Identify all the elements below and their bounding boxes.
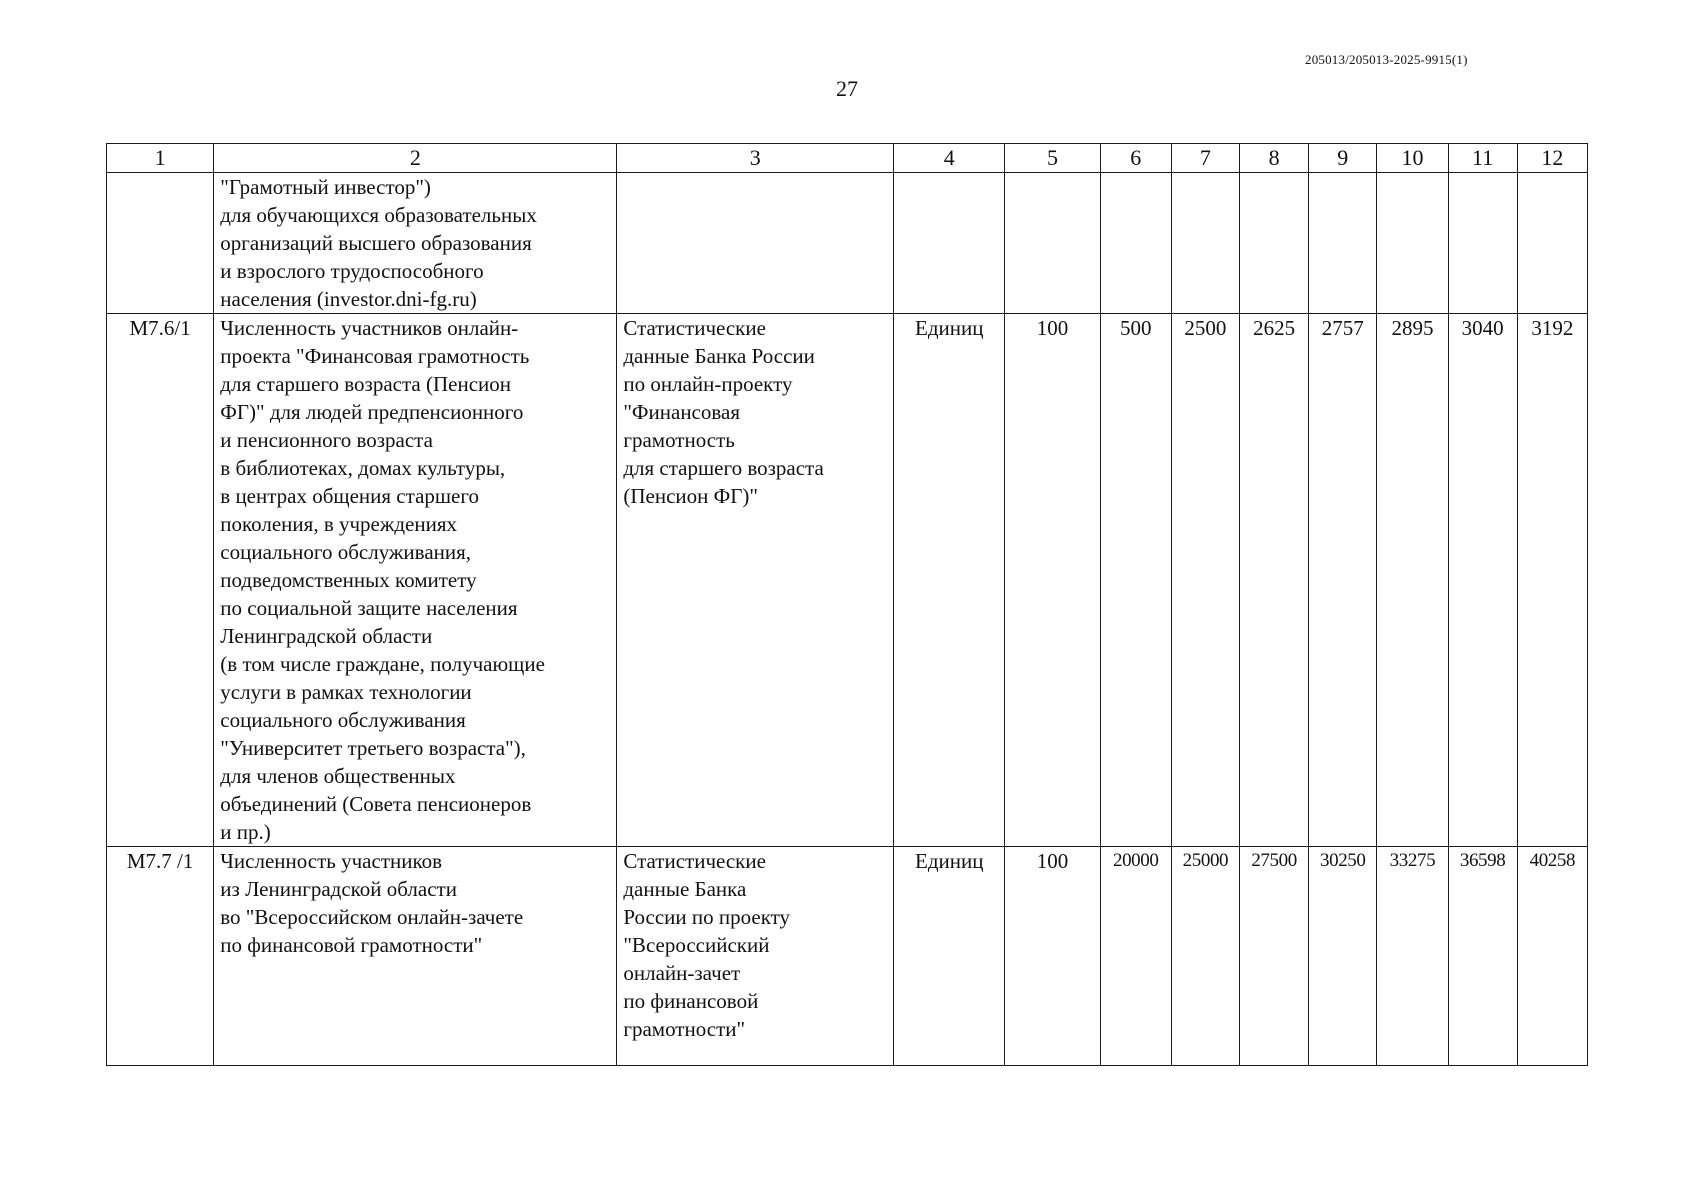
text-line: Статистические bbox=[623, 849, 766, 873]
column-header: 4 bbox=[894, 144, 1005, 173]
data-source bbox=[617, 314, 894, 847]
value-cell: 3040 bbox=[1448, 314, 1517, 847]
column-header: 2 bbox=[214, 144, 617, 173]
text-line: "Всероссийский bbox=[623, 933, 770, 957]
text-line: данные Банка bbox=[623, 877, 747, 901]
text-line: данные Банка России bbox=[623, 344, 815, 368]
column-header: 3 bbox=[617, 144, 894, 173]
text-line: Статистические bbox=[623, 316, 766, 340]
indicator-table bbox=[106, 143, 1588, 1066]
value-cell bbox=[1448, 173, 1517, 314]
table-row bbox=[107, 314, 1588, 847]
page-number: 27 bbox=[836, 76, 858, 101]
indicator-code bbox=[107, 173, 214, 314]
text-line: поколения, в учреждениях bbox=[220, 512, 458, 536]
text-line: организаций высшего образования bbox=[220, 231, 532, 255]
unit: Единиц bbox=[894, 314, 1005, 847]
value-cell bbox=[1240, 173, 1309, 314]
value-cell bbox=[1100, 173, 1171, 314]
text-line: грамотности" bbox=[623, 1017, 746, 1041]
text-line: грамотность bbox=[623, 428, 735, 452]
indicator-description bbox=[214, 173, 617, 314]
value-cell: 2500 bbox=[1171, 314, 1239, 847]
text-line: по социальной защите населения bbox=[220, 596, 518, 620]
value-cell: 25000 bbox=[1171, 847, 1239, 1066]
value-cell bbox=[1309, 173, 1377, 314]
value-cell: 100 bbox=[1005, 314, 1100, 847]
indicator-description bbox=[214, 314, 617, 847]
value-cell bbox=[1517, 173, 1587, 314]
column-header: 11 bbox=[1448, 144, 1517, 173]
value-cell: 33275 bbox=[1377, 847, 1448, 1066]
column-header: 5 bbox=[1005, 144, 1100, 173]
data-source bbox=[617, 847, 894, 1066]
value-cell: 30250 bbox=[1309, 847, 1377, 1066]
text-line: (в том числе граждане, получающие bbox=[220, 652, 545, 676]
text-line: для старшего возраста (Пенсион bbox=[220, 372, 511, 396]
value-cell: 2895 bbox=[1377, 314, 1448, 847]
text-line: России по проекту bbox=[623, 905, 791, 929]
text-line: во "Всероссийском онлайн-зачете bbox=[220, 905, 524, 929]
value-cell: 27500 bbox=[1240, 847, 1309, 1066]
text-line: "Грамотный инвестор") bbox=[220, 175, 431, 199]
unit bbox=[894, 173, 1005, 314]
value-cell: 2625 bbox=[1240, 314, 1309, 847]
text-line: (Пенсион ФГ)" bbox=[623, 484, 758, 508]
unit: Единиц bbox=[894, 847, 1005, 1066]
table-row bbox=[107, 173, 1588, 314]
indicator-description bbox=[214, 847, 617, 1066]
text-line: "Финансовая bbox=[623, 400, 740, 424]
column-header: 8 bbox=[1240, 144, 1309, 173]
value-cell: 500 bbox=[1100, 314, 1171, 847]
column-header: 9 bbox=[1309, 144, 1377, 173]
text-line: Численность участников онлайн- bbox=[220, 316, 519, 340]
document-id: 205013/205013-2025-9915(1) bbox=[1305, 52, 1468, 67]
text-line: и пр.) bbox=[220, 820, 271, 844]
text-line: социального обслуживания bbox=[220, 708, 466, 732]
value-cell: 36598 bbox=[1448, 847, 1517, 1066]
column-header: 12 bbox=[1517, 144, 1587, 173]
value-cell: 40258 bbox=[1517, 847, 1587, 1066]
value-cell: 3192 bbox=[1517, 314, 1587, 847]
text-line: для обучающихся образовательных bbox=[220, 203, 537, 227]
text-line: для членов общественных bbox=[220, 764, 456, 788]
column-header: 6 bbox=[1100, 144, 1171, 173]
text-line: Численность участников bbox=[220, 849, 443, 873]
text-line: из Ленинградской области bbox=[220, 877, 457, 901]
text-line: и взрослого трудоспособного bbox=[220, 259, 484, 283]
text-line: проекта "Финансовая грамотность bbox=[220, 344, 530, 368]
text-line: "Университет третьего возраста"), bbox=[220, 736, 526, 760]
value-cell bbox=[1005, 173, 1100, 314]
indicator-code: М7.6/1 bbox=[107, 314, 214, 847]
text-line: по финансовой bbox=[623, 989, 759, 1013]
value-cell: 20000 bbox=[1100, 847, 1171, 1066]
text-line: по финансовой грамотности" bbox=[220, 933, 483, 957]
text-line: онлайн-зачет bbox=[623, 961, 741, 985]
value-cell: 2757 bbox=[1309, 314, 1377, 847]
value-cell bbox=[1171, 173, 1239, 314]
text-line: населения (investor.dni-fg.ru) bbox=[220, 287, 477, 311]
text-line: для старшего возраста bbox=[623, 456, 824, 480]
text-line: Ленинградской области bbox=[220, 624, 433, 648]
data-source bbox=[617, 173, 894, 314]
text-line: ФГ)" для людей предпенсионного bbox=[220, 400, 524, 424]
text-line: в библиотеках, домах культуры, bbox=[220, 456, 506, 480]
value-cell: 100 bbox=[1005, 847, 1100, 1066]
value-cell bbox=[1377, 173, 1448, 314]
column-header: 1 bbox=[107, 144, 214, 173]
text-line: объединений (Совета пенсионеров bbox=[220, 792, 532, 816]
table-row bbox=[107, 847, 1588, 1066]
text-line: подведомственных комитету bbox=[220, 568, 477, 592]
header-row bbox=[107, 144, 1588, 173]
text-line: социального обслуживания, bbox=[220, 540, 472, 564]
indicator-code: М7.7 /1 bbox=[107, 847, 214, 1066]
text-line: услуги в рамках технологии bbox=[220, 680, 472, 704]
text-line: по онлайн-проекту bbox=[623, 372, 793, 396]
text-line: и пенсионного возраста bbox=[220, 428, 433, 452]
column-header: 10 bbox=[1377, 144, 1448, 173]
text-line: в центрах общения старшего bbox=[220, 484, 479, 508]
column-header: 7 bbox=[1171, 144, 1239, 173]
